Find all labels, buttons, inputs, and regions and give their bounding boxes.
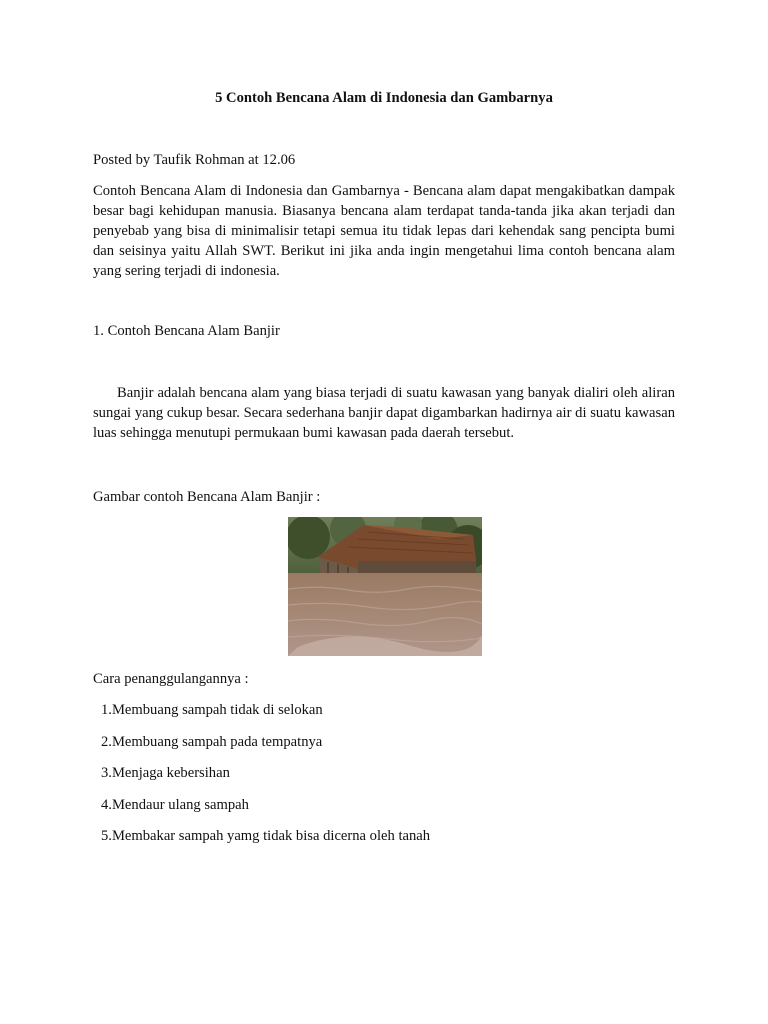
- document-title: 5 Contoh Bencana Alam di Indonesia dan Gambarnya: [215, 90, 553, 106]
- banjir-paragraph: Banjir adalah bencana alam yang biasa terjadi di suatu kawasan yang banyak dialiri oleh aliran sungai yang cukup besar. Secara sederhana banjir dapat digambarkan hadirnya air di suatu kawasan luas sehingga menutupi permukaan bumi kawasan pada daerah tersebut.: [93, 385, 675, 441]
- list-item: 2.Membuang sampah pada tempatnya: [101, 733, 323, 750]
- list-item: 3.Menjaga kebersihan: [101, 765, 230, 781]
- section-heading-banjir: 1. Contoh Bencana Alam Banjir: [93, 323, 280, 339]
- handling-steps-list: [101, 700, 430, 858]
- document-page: [93, 0, 675, 1024]
- list-item: 5.Membakar sampah yamg tidak bisa dicerna oleh tanah: [101, 828, 431, 844]
- posted-by-line: Posted by Taufik Rohman at 12.06: [93, 152, 296, 168]
- handling-label: Cara penanggulangannya :: [93, 671, 249, 687]
- list-item: 1.Membuang sampah tidak di selokan: [101, 702, 323, 718]
- list-item: 4.Mendaur ulang sampah: [101, 796, 249, 813]
- image-caption-label: Gambar contoh Bencana Alam Banjir :: [93, 489, 321, 505]
- intro-paragraph: Contoh Bencana Alam di Indonesia dan Gambarnya - Bencana alam dapat mengakibatkan dampak besar bagi kehidupan manusia. Biasanya bencana alam terdapat tanda-tanda jika akan terjadi dan penyebab yang bisa di minimalisir tetapi semua itu tidak lepas dari kehendak sang pencipta bumi dan seisinya yaitu Allah SWT. Berikut ini jika anda ingin mengetahui lima contoh bencana alam yang sering terjadi di indonesia.: [93, 183, 675, 279]
- flood-photo: [288, 517, 482, 656]
